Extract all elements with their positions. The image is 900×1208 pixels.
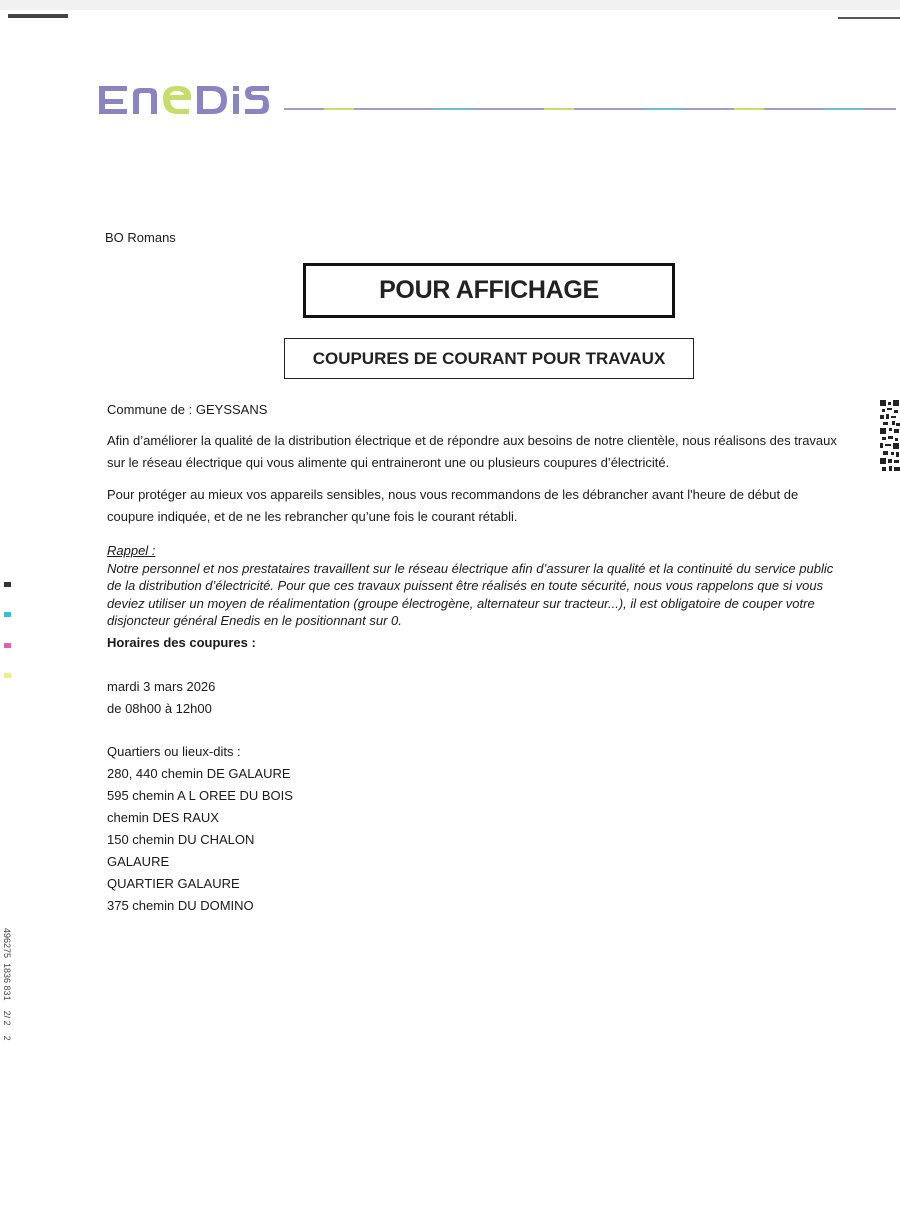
list-item: 280, 440 chemin DE GALAURE — [107, 766, 291, 781]
qr-code-icon — [880, 400, 900, 472]
rappel-block — [107, 542, 847, 630]
lieux-title: Quartiers ou lieux-dits : — [107, 744, 241, 759]
sender-office: BO Romans — [105, 230, 176, 245]
horaires-title: Horaires des coupures : — [107, 635, 256, 650]
enedis-logo — [97, 76, 273, 120]
title-pour-affichage: POUR AFFICHAGE — [303, 263, 675, 318]
lieux-list — [107, 741, 847, 917]
rappel-title: Rappel : — [107, 543, 156, 558]
print-mark-cyan — [4, 612, 11, 617]
print-mark-yellow — [4, 673, 11, 678]
list-item: 375 chemin DU DOMINO — [107, 898, 254, 913]
protect-paragraph: Pour protéger au mieux vos appareils sensibles, nous vous recommandons de les débrancher avant l'heure de début de coupure indiquée, et de ne les rebrancher qu’une fois le courant rétabli. — [107, 487, 799, 524]
side-reference-code: 496275 1836 831 2/ 2 2 — [2, 928, 12, 1041]
list-item: 150 chemin DU CHALON — [107, 832, 255, 847]
rappel-body: Notre personnel et nos prestataires travaillent sur le réseau électrique afin d’assurer la qualité et la continuité du service public de la distribution d’électricité. Pour que ces travaux puissent être réalisés en toute sécurité, nous vous rappelons que si vous deviez utiliser un moyen de réalimentation (groupe électrogène, alternateur sur tracteur...), il est obligatoire de couper votre disjoncteur général Enedis en le positionnant sur 0. — [107, 560, 834, 628]
list-item: 595 chemin A L OREE DU BOIS — [107, 788, 293, 803]
list-item: QUARTIER GALAURE — [107, 876, 240, 891]
schedule-time: de 08h00 à 12h00 — [107, 701, 212, 716]
list-item: chemin DES RAUX — [107, 810, 219, 825]
commune-line: Commune de : GEYSSANS — [107, 402, 268, 417]
intro-paragraph: Afin d’améliorer la qualité de la distribution électrique et de répondre aux besoins de notre clientèle, nous réalisons des travaux sur le réseau électrique qui vous alimente qui entraineront une ou plusieurs coupures d’électricité. — [107, 433, 837, 470]
scan-mark-top-left — [8, 14, 68, 18]
scan-top-edge — [0, 0, 900, 10]
scan-mark-top-right — [838, 17, 900, 19]
schedule-date: mardi 3 mars 2026 — [107, 679, 216, 694]
print-mark-magenta — [4, 643, 11, 648]
schedule — [107, 676, 847, 720]
header-divider-line — [284, 108, 896, 111]
title-coupures: COUPURES DE COURANT POUR TRAVAUX — [284, 338, 694, 379]
list-item: GALAURE — [107, 854, 170, 869]
print-mark-black — [4, 582, 11, 587]
